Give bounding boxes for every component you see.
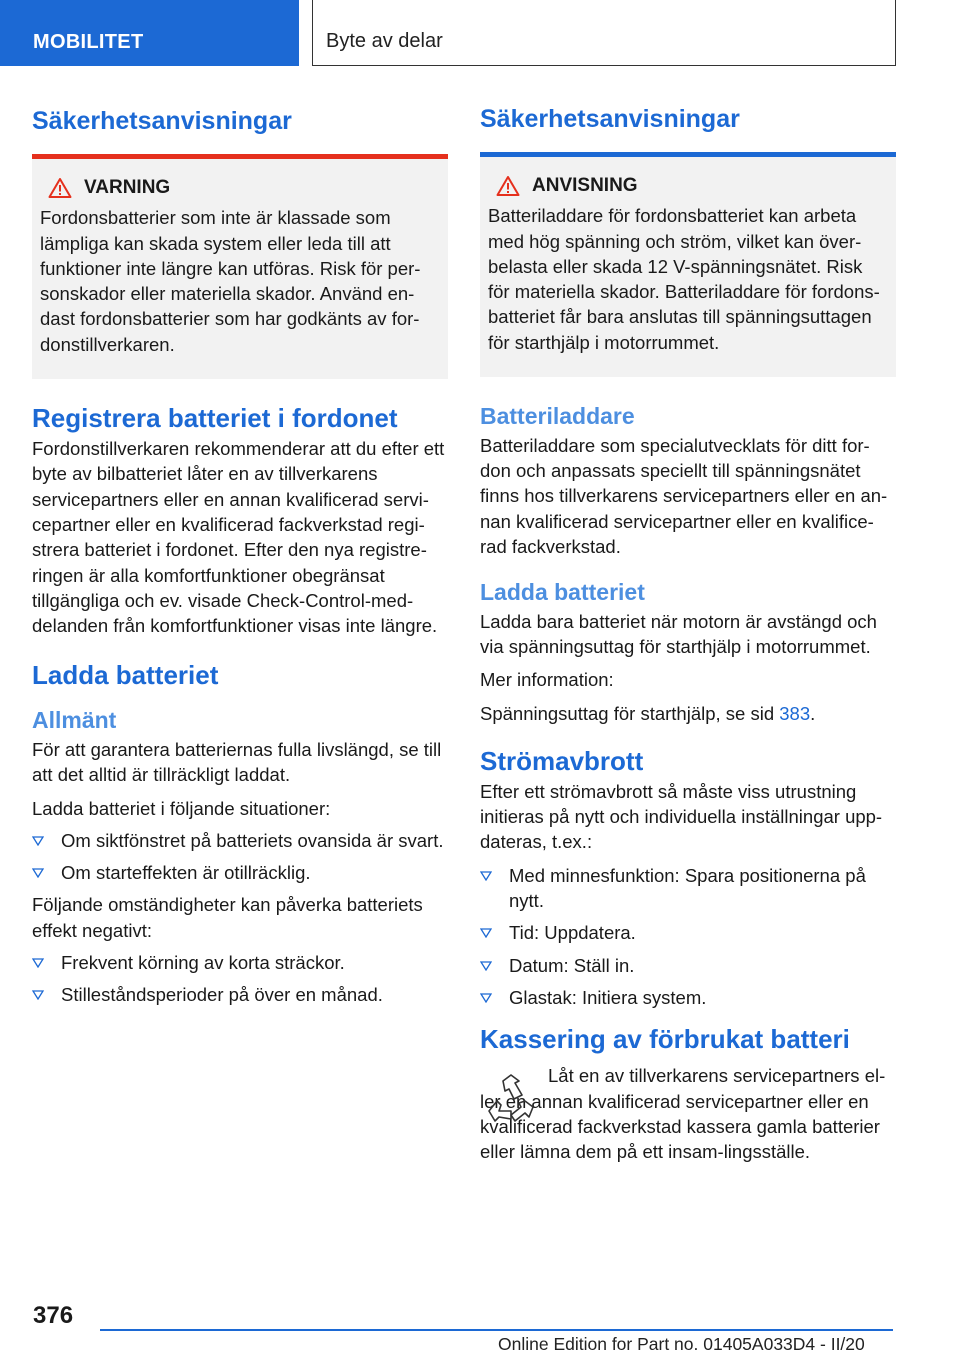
list-item: Stilleståndsperioder på över en månad. (32, 982, 448, 1007)
situations-intro: Ladda batteriet i följande situationer: (32, 797, 331, 819)
warning-box (32, 159, 448, 379)
disposal-heading: Kassering av förbrukat batteri (480, 1024, 850, 1055)
register-text: Fordonstillverkaren rekommenderar att du efter ett byte av bilbatteriet låter en av tillverkarens servicepartners eller en annan kvalificerad servi-cepartner eller en kvalificerad fackverkstad regi-strera batteriet i fordonet. Efter den nya registre-ringen är alla komfortfunktioner obegränsat tillgängliga och ev. visade Check-Control-med-delanden från komfortfunktioner visas inte längre. (32, 438, 445, 637)
triangle-bullet-icon (480, 993, 492, 1003)
triangle-bullet-icon (480, 961, 492, 971)
recycle-icon (483, 1071, 539, 1127)
charger-heading: Batteriladdare (480, 403, 635, 430)
list-item: Om starteffekten är otillräcklig. (32, 860, 448, 885)
warning-label: VARNING (84, 177, 171, 199)
edition-info: Online Edition for Part no. 01405A033D4 - II/20 (498, 1334, 865, 1354)
footer-divider (100, 1329, 893, 1331)
outage-list (480, 863, 896, 1010)
general-heading: Allmänt (32, 707, 117, 734)
notice-text: Batteriladdare för fordonsbatteriet kan arbeta med hög spänning och ström, vilket kan över-belasta eller skada 12 V-spänningsnätet. Risk för materiella skador. Batteriladdare för fordons-batteriet får bara anslutas till spänningsuttagen för starthjälp i motorrummet. (488, 205, 880, 353)
warning-text: Fordonsbatterier som inte är klassade som lämpliga kan skada system eller leda till att funktioner inte längre kan utföras. Risk för per-sonskador eller materiella skador. Använd en-dast fordonsbatterier som har godkänts av for-donstillverkaren. (40, 207, 421, 355)
triangle-bullet-icon (480, 871, 492, 881)
list-item: Frekvent körning av korta sträckor. (32, 950, 448, 975)
list-item: Glastak: Initiera system. (480, 985, 896, 1010)
general-text: För att garantera batteriernas fulla livslängd, se till att det alltid är tillräckligt laddat. (32, 739, 442, 786)
safety-heading-right: Säkerhetsanvisningar (480, 105, 740, 133)
charge-heading: Ladda batteriet (32, 660, 219, 691)
page-header (0, 0, 960, 66)
left-column (32, 96, 448, 1015)
right-column (480, 96, 896, 1164)
triangle-bullet-icon (32, 958, 44, 968)
more-info: Mer information: (480, 669, 614, 691)
triangle-bullet-icon (32, 990, 44, 1000)
warning-triangle-icon (48, 177, 72, 199)
list-item: Datum: Ställ in. (480, 953, 896, 978)
situations-list (32, 828, 448, 886)
triangle-bullet-icon (32, 836, 44, 846)
disposal-block (480, 1063, 896, 1164)
list-item: Med minnesfunktion: Spara positionerna på nytt. (480, 863, 896, 914)
charge-text: Ladda bara batteriet när motorn är avstängd och via spänningsuttag för starthjälp i motorrummet. (480, 610, 877, 657)
reference-line: Spänningsuttag för starthjälp, se sid 383. (480, 702, 816, 724)
factors-intro: Följande omständigheter kan påverka batteriets effekt negativt: (32, 894, 423, 941)
charger-text: Batteriladdare som specialutvecklats för ditt for-don och anpassats speciellt till spänningsnätet finns hos tillverkarens servicepartners eller en an-nan kvalificerad servicepartner eller en kvalifice-rad fackverkstad. (480, 434, 888, 557)
outage-heading: Strömavbrott (480, 745, 644, 776)
factors-list (32, 950, 448, 1008)
notice-triangle-icon (496, 175, 520, 197)
safety-heading-left: Säkerhetsanvisningar (32, 107, 292, 135)
register-heading: Registrera batteriet i fordonet (32, 403, 398, 434)
page-reference-link[interactable]: 383 (779, 702, 811, 724)
disposal-text: Låt en av tillverkarens servicepartners el-ler en annan kvalificerad servicepartner eller en kvalificerad fackverkstad kassera gamla batterier eller lämna dem på ett insam-lingsställe. (480, 1065, 886, 1163)
list-item: Tid: Uppdatera. (480, 920, 896, 945)
outage-text: Efter ett strömavbrott så måste viss utrustning initieras på nytt och individuella inställningar upp-dateras, t.ex.: (480, 780, 883, 853)
charge-sub-heading: Ladda batteriet (480, 579, 645, 606)
warning-title (48, 177, 440, 199)
triangle-bullet-icon (32, 868, 44, 878)
page-number: 376 (33, 1302, 74, 1329)
notice-title (496, 175, 888, 197)
section-tab[interactable]: MOBILITET (0, 0, 299, 66)
triangle-bullet-icon (480, 928, 492, 938)
notice-label: ANVISNING (532, 175, 638, 197)
chapter-title: Byte av delar (312, 0, 896, 66)
list-item: Om siktfönstret på batteriets ovansida är svart. (32, 828, 448, 853)
notice-box (480, 157, 896, 377)
